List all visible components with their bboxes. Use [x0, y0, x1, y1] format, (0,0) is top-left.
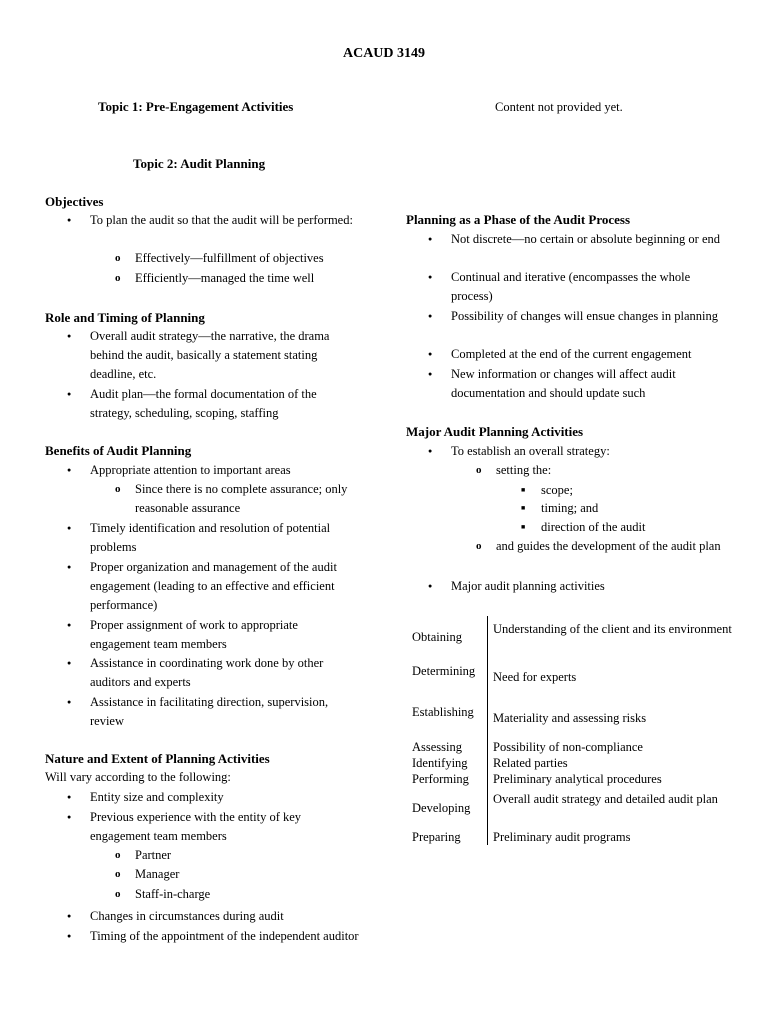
list-item: o setting the:	[496, 461, 731, 480]
list-item: ● Audit plan—the formal documentation of the strategy, scheduling, scoping, staffing	[90, 385, 360, 423]
table-cell-verb: Determining	[412, 664, 476, 678]
list-item: ● Completed at the end of the current engagement	[451, 345, 731, 364]
benefits-heading: Benefits of Audit Planning	[45, 443, 192, 458]
table-cell-desc: Related parties	[493, 756, 568, 770]
list-item: ● New information or changes will affect audit documentation and should update such	[451, 365, 731, 403]
list-item: ● Assistance in facilitating direction, supervision, review	[90, 693, 360, 731]
course-title: ACAUD 3149	[342, 46, 426, 61]
list-item: ● To establish an overall strategy:	[451, 442, 731, 461]
table-divider	[487, 616, 488, 845]
nature-intro: Will vary according to the following:	[45, 770, 231, 784]
role-heading: Role and Timing of Planning	[45, 310, 205, 325]
table-cell-desc: Possibility of non-compliance	[493, 740, 643, 754]
list-item: o Efficiently—managed the time well	[135, 269, 365, 288]
list-item: ● Proper assignment of work to appropriate engagement team members	[90, 616, 360, 654]
list-item: ● Appropriate attention to important areas	[90, 461, 360, 480]
table-cell-verb: Establishing	[412, 705, 474, 719]
list-item: o Manager	[135, 865, 365, 884]
table-cell-verb: Identifying	[412, 756, 468, 770]
list-item: ■ timing; and	[541, 499, 731, 518]
topic2-title: Topic 2: Audit Planning	[133, 156, 266, 171]
table-cell-verb: Assessing	[412, 740, 463, 754]
table-cell-verb: Obtaining	[412, 630, 462, 644]
list-item: ● Assistance in coordinating work done by other auditors and experts	[90, 654, 360, 692]
phase-heading: Planning as a Phase of the Audit Process	[406, 212, 631, 227]
list-item: o Effectively—fulfillment of objectives	[135, 249, 365, 268]
list-item: o Staff-in-charge	[135, 885, 365, 904]
list-item: ■ direction of the audit	[541, 518, 731, 537]
objectives-heading: Objectives	[45, 194, 104, 209]
list-item: o Since there is no complete assurance; only reasonable assurance	[135, 480, 365, 518]
list-item: ● Entity size and complexity	[90, 788, 360, 807]
topic1-title: Topic 1: Pre-Engagement Activities	[98, 99, 294, 114]
nature-heading: Nature and Extent of Planning Activities	[45, 751, 270, 766]
table-cell-verb: Preparing	[412, 830, 461, 844]
list-item: ● Overall audit strategy—the narrative, the drama behind the audit, basically a statement stating deadline, etc.	[90, 327, 360, 384]
table-cell-desc: Overall audit strategy and detailed audit plan	[493, 792, 718, 806]
list-item: ● Proper organization and management of the audit engagement (leading to an effective and efficient performance)	[90, 558, 360, 615]
list-item: ● Changes in circumstances during audit	[90, 907, 360, 926]
table-cell-desc: Need for experts	[493, 670, 577, 684]
list-item: ● To plan the audit so that the audit will be performed:	[90, 211, 360, 230]
list-item: ■ scope;	[541, 481, 731, 500]
list-item: ● Not discrete—no certain or absolute beginning or end	[451, 230, 731, 249]
table-cell-verb: Developing	[412, 801, 471, 815]
topic1-note: Content not provided yet.	[495, 100, 623, 114]
major-heading: Major Audit Planning Activities	[406, 424, 584, 439]
list-item: o Partner	[135, 846, 365, 865]
list-item: ● Major audit planning activities	[451, 577, 731, 596]
table-cell-desc: Preliminary audit programs	[493, 830, 631, 844]
table-cell-desc: Understanding of the client and its environment	[493, 622, 732, 636]
list-item: ● Possibility of changes will ensue changes in planning	[451, 307, 731, 326]
list-item: ● Continual and iterative (encompasses the whole process)	[451, 268, 731, 306]
table-cell-desc: Preliminary analytical procedures	[493, 772, 662, 786]
list-item: ● Timing of the appointment of the independent auditor	[90, 927, 360, 946]
table-cell-verb: Performing	[412, 772, 469, 786]
table-cell-desc: Materiality and assessing risks	[493, 711, 647, 725]
list-item: o and guides the development of the audit plan	[496, 537, 731, 556]
list-item: ● Previous experience with the entity of key engagement team members	[90, 808, 360, 846]
list-item: ● Timely identification and resolution of potential problems	[90, 519, 360, 557]
